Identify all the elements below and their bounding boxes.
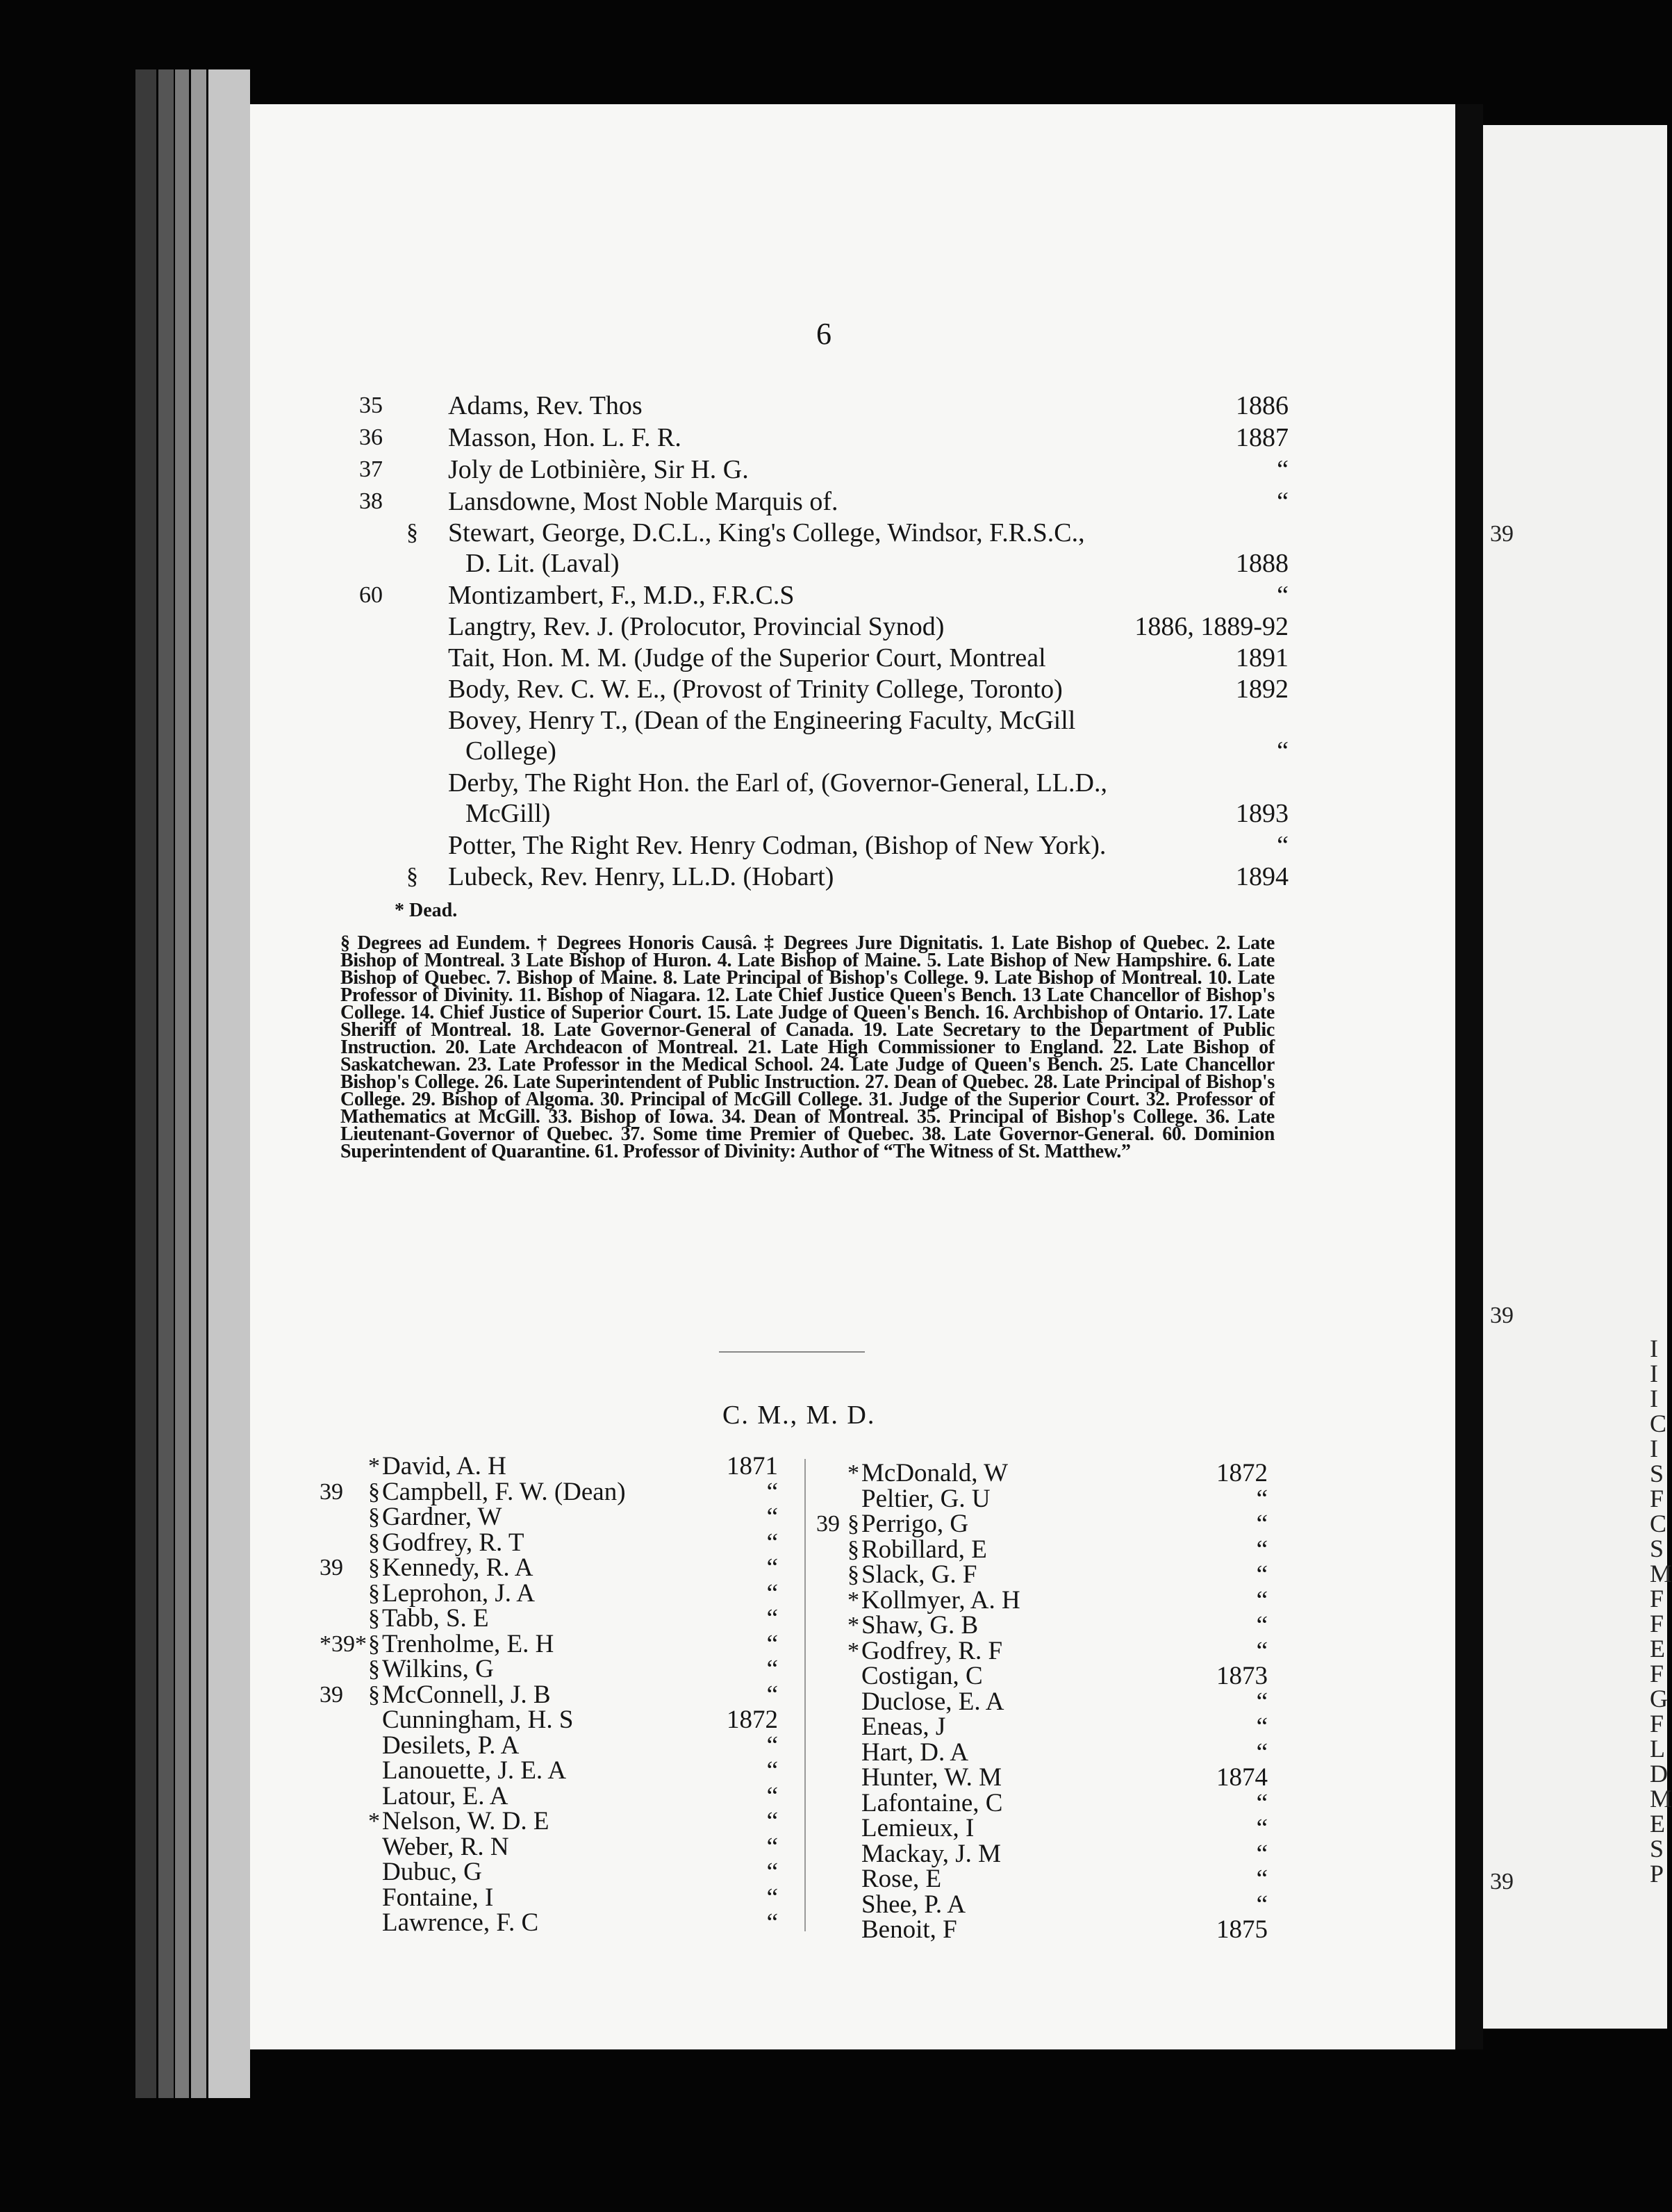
graduate-name: Eneas, J [861,1712,946,1741]
book-edge [158,69,174,2098]
degree-mark: § [406,864,418,889]
graduate-year: “ [1256,1687,1268,1716]
next-page-letter: M [1650,1785,1672,1813]
entry-name: Potter, The Right Rev. Henry Codman, (Bishop of New York). [448,831,1107,860]
graduate-number: 39 [320,1681,343,1708]
graduate-year: “ [1256,1890,1268,1919]
entry-year: 1894 [1236,862,1289,891]
graduate-year: “ [1256,1510,1268,1538]
graduate-year: “ [766,1908,778,1937]
graduate-name: Latour, E. A [382,1781,508,1810]
column-divider [804,1459,806,1931]
graduate-name: Lawrence, F. C [382,1908,539,1937]
graduate-year: 1872 [727,1706,778,1734]
graduate-name: Hunter, W. M [861,1763,1002,1792]
graduate-mark: § [368,1529,380,1555]
graduate-year: “ [1256,1585,1268,1615]
next-page-letter: I [1650,1435,1658,1462]
graduate-mark: § [368,1606,380,1631]
next-page-letter: S [1650,1835,1664,1863]
graduate-name: Kollmyer, A. H [861,1585,1020,1615]
graduate-name: Desilets, P. A [382,1731,520,1760]
graduate-mark: § [368,1504,380,1530]
graduate-mark: § [847,1511,859,1537]
graduate-name: Kennedy, R. A [382,1553,533,1582]
graduate-name: Mackay, J. M [861,1839,1002,1868]
graduate-number: *39* [320,1631,367,1657]
entry-year: “ [1277,581,1289,610]
graduate-year: “ [766,1629,778,1658]
graduate-year: “ [766,1832,778,1861]
entry-year: 1888 [1236,549,1289,578]
degree-mark: § [406,520,418,545]
entry-name-continued: D. Lit. (Laval) [465,549,620,578]
next-page-letter: C [1650,1410,1667,1437]
entry-number: 37 [359,456,383,482]
graduate-mark: § [368,1631,380,1657]
entry-year: 1891 [1236,643,1289,672]
graduate-year: “ [1256,1484,1268,1513]
entry-year: 1886 [1236,391,1289,420]
graduate-name: McConnell, J. B [382,1680,551,1709]
graduate-mark: § [847,1562,859,1587]
graduate-name: Duclose, E. A [861,1687,1004,1716]
graduate-year: “ [1256,1788,1268,1817]
next-page-letter: G [1650,1685,1668,1712]
graduate-mark: § [368,1478,380,1505]
graduate-year: “ [766,1781,778,1810]
graduate-name: Dubuc, G [382,1858,482,1886]
next-page-letter: E [1650,1810,1665,1838]
entry-year: “ [1277,455,1289,484]
graduate-mark: § [368,1656,380,1682]
next-page-letter: S [1650,1535,1664,1562]
page-gutter [1455,104,1483,2049]
graduate-year: 1873 [1216,1662,1268,1690]
section-divider [719,1351,865,1353]
next-page-letter: P [1650,1860,1664,1888]
next-page-number: 39 [1490,521,1514,547]
graduate-year: “ [766,1731,778,1760]
graduate-name: Lemieux, I [861,1814,975,1842]
graduate-year: 1874 [1216,1763,1268,1792]
entry-name: Tait, Hon. M. M. (Judge of the Superior Court, Montreal [448,643,1046,672]
graduate-number: 39 [320,1478,343,1505]
entry-year: 1893 [1236,799,1289,828]
graduate-year: “ [1256,1611,1268,1640]
next-page-letter: F [1650,1660,1664,1687]
graduate-name: Fontaine, I [382,1883,494,1912]
graduate-year: “ [766,1883,778,1912]
next-page-letter: F [1650,1610,1664,1637]
graduate-name: Godfrey, R. T [382,1528,524,1557]
graduate-year: “ [1256,1560,1268,1589]
next-page-letter: I [1650,1360,1658,1387]
graduate-year: “ [766,1858,778,1886]
entry-name: Lansdowne, Most Noble Marquis of. [448,487,838,516]
entry-name-continued: College) [465,736,556,766]
graduate-mark: * [847,1460,859,1486]
graduate-name: Godfrey, R. F [861,1636,1003,1665]
graduate-mark: * [847,1637,859,1664]
entry-name: Derby, The Right Hon. the Earl of, (Governor-General, LL.D., [448,768,1107,798]
entry-name: Stewart, George, D.C.L., King's College, Windsor, F.R.S.C., [448,518,1085,547]
graduate-number: 39 [816,1511,840,1537]
next-page-letter: E [1650,1635,1665,1662]
entry-name: Lubeck, Rev. Henry, LL.D. (Hobart) [448,862,834,891]
graduate-mark: § [368,1681,380,1708]
graduate-mark: * [847,1587,859,1613]
next-page-letter: L [1650,1735,1665,1763]
graduate-name: Slack, G. F [861,1560,977,1589]
next-page-letter: D [1650,1760,1668,1788]
entry-number: 38 [359,488,383,514]
book-edge [135,69,156,2098]
graduate-year: “ [1256,1814,1268,1842]
graduate-name: Costigan, C [861,1662,983,1690]
next-page-letter: F [1650,1485,1664,1512]
book-edge [191,69,206,2098]
graduate-number: 39 [320,1555,343,1580]
graduate-year: “ [1256,1636,1268,1665]
dead-note: * Dead. [395,900,458,921]
graduate-mark: § [847,1536,859,1562]
entry-name: Joly de Lotbinière, Sir H. G. [448,455,749,484]
entry-year: “ [1277,487,1289,516]
entry-year: “ [1277,736,1289,766]
entry-name: Masson, Hon. L. F. R. [448,423,681,452]
graduate-year: 1875 [1216,1915,1268,1944]
graduate-name: Rose, E [861,1865,942,1893]
next-page-letter: I [1650,1385,1658,1412]
graduate-name: Campbell, F. W. (Dean) [382,1477,626,1506]
graduate-year: “ [766,1807,778,1835]
graduate-row [816,1915,1268,1945]
footnotes: § Degrees ad Eundem. † Degrees Honoris Causâ. ‡ Degrees Jure Dignitatis. 1. Late Bishop of Quebec. 2. Late Bishop of Montreal. 3 Late Bishop of Huron. 4. Late Bishop of Maine. 5. Late Bishop of New Hampshire. 6. Late Bishop of Quebec. 7. Bishop of Maine. 8. Late Principal of Bishop's College. 9. Late Bishop of Montreal. 10. Late Professor of Divinity. 11. Bishop of Niagara. 12. Late Chief Justice Queen's Bench. 13 Late Chancellor of Bishop's College. 14. Chief Justice of Superior Court. 15. Late Judge of Queen's Bench. 16. Archbishop of Ontario. 17. Late Sheriff of Montreal. 18. Late Governor-General of Canada. 19. Late Secretary to the Department of Public Instruction. 20. Late Archdeacon of Montreal. 21. Late High Commissioner to England. 22. Late Bishop of Saskatchewan. 23. Late Professor in the Medical School. 24. Late Judge of Queen's Bench. 25. Late Chancellor Bishop's College. 26. Late Superintendent of Public Instruction. 27. Dean of Quebec. 28. Late Principal of Bishop's College. 29. Bishop of Algoma. 30. Principal of McGill College. 31. Judge of the Superior Court. 32. Professor of Mathematics at McGill. 33. Bishop of Iowa. 34. Dean of Montreal. 35. Principal of Bishop's College. 36. Late Lieutenant-Governor of Quebec. 37. Some time Premier of Quebec. 38. Late Governor-General. 60. Dominion Superintendent of Quarantine. 61. Professor of Divinity: Author of “The Witness of St. Matthew.” [340,932,1275,1162]
graduate-name: Shee, P. A [861,1890,966,1919]
graduate-name: Lanouette, J. E. A [382,1756,567,1785]
entry-name: Adams, Rev. Thos [448,391,643,420]
next-page-letter: S [1650,1460,1664,1487]
adjacent-page [1483,125,1672,2029]
graduate-name: McDonald, W [861,1459,1008,1487]
graduate-mark: § [368,1555,380,1580]
next-page-letter: M [1650,1560,1672,1587]
graduate-name: Benoit, F [861,1915,957,1944]
graduate-mark: § [368,1580,380,1606]
graduate-name: Trenholme, E. H [382,1629,554,1658]
graduate-name: Robillard, E [861,1535,987,1564]
graduate-year: 1871 [727,1452,778,1480]
graduate-name: Tabb, S. E [382,1604,489,1633]
graduate-name: Weber, R. N [382,1832,509,1861]
graduate-name: Perrigo, G [861,1510,969,1538]
entry-year: 1892 [1236,675,1289,704]
book-edge [208,69,250,2098]
next-page-number: 39 [1490,1869,1514,1895]
graduate-name: Leprohon, J. A [382,1578,535,1608]
graduate-mark: * [368,1453,380,1479]
next-page-number: 39 [1490,1303,1514,1328]
graduate-year: “ [766,1528,778,1557]
next-page-letter: F [1650,1710,1664,1738]
graduate-name: Shaw, G. B [861,1611,979,1640]
graduate-year: “ [1256,1738,1268,1767]
next-page-letter: I [1650,1335,1658,1362]
graduate-name: Lafontaine, C [861,1788,1003,1817]
graduate-name: Hart, D. A [861,1738,969,1767]
entry-name: Montizambert, F., M.D., F.R.C.S [448,581,795,610]
graduate-year: “ [1256,1865,1268,1893]
entry-number: 35 [359,393,383,418]
entry-year: 1886, 1889-92 [1134,612,1289,641]
entry-name: Langtry, Rev. J. (Prolocutor, Provincial Synod) [448,612,945,641]
graduate-year: 1872 [1216,1459,1268,1487]
graduate-year: “ [1256,1839,1268,1868]
entry-year: “ [1277,831,1289,860]
graduate-name: David, A. H [382,1452,506,1480]
graduate-year: “ [766,1553,778,1582]
entry-name: Bovey, Henry T., (Dean of the Engineering Faculty, McGill [448,706,1076,735]
graduate-name: Cunningham, H. S [382,1706,574,1734]
entry-name: Body, Rev. C. W. E., (Provost of Trinity College, Toronto) [448,675,1063,704]
entry-name-continued: McGill) [465,799,551,828]
graduate-year: “ [766,1604,778,1633]
graduate-year: “ [766,1477,778,1506]
graduate-mark: * [368,1808,380,1834]
next-page-letter: F [1650,1585,1664,1612]
graduate-name: Peltier, G. U [861,1484,991,1513]
section-title: C. M., M. D. [722,1401,876,1430]
graduate-mark: * [847,1612,859,1638]
graduate-name: Gardner, W [382,1503,502,1531]
next-page-letter: C [1650,1510,1667,1537]
graduate-year: “ [766,1503,778,1531]
graduate-year: “ [766,1756,778,1785]
entry-number: 36 [359,424,383,450]
graduate-year: “ [766,1680,778,1709]
graduate-name: Nelson, W. D. E [382,1807,549,1835]
graduate-year: “ [1256,1535,1268,1564]
entry-year: 1887 [1236,423,1289,452]
entry-number: 60 [359,582,383,608]
book-edge [175,69,189,2098]
graduate-name: Wilkins, G [382,1655,494,1683]
page-number: 6 [816,317,831,351]
graduate-row [320,1908,778,1938]
graduate-year: “ [1256,1712,1268,1741]
graduate-year: “ [766,1578,778,1608]
graduate-year: “ [766,1655,778,1683]
